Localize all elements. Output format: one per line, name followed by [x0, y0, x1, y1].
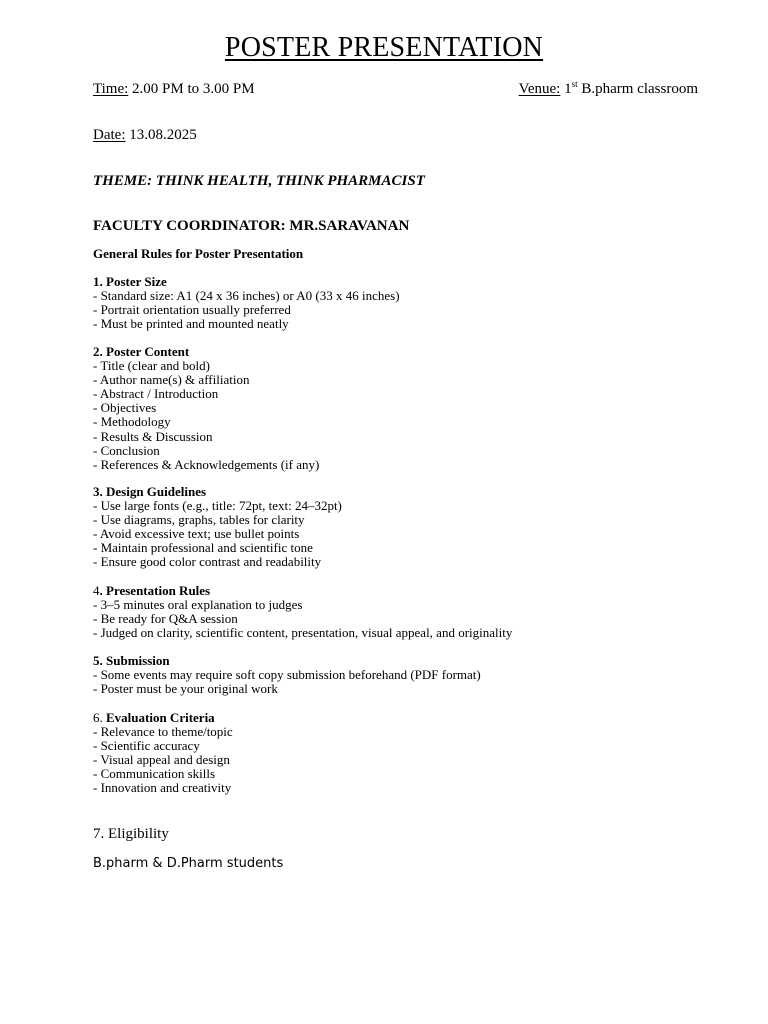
page-title — [0, 31, 768, 65]
list-item: - Objectives — [93, 400, 157, 416]
list-item: - Conclusion — [93, 442, 160, 458]
list-item: - Portrait orientation usually preferred — [93, 302, 291, 318]
list-item: - Standard size: A1 (24 x 36 inches) or A0 (33 x 46 inches) — [93, 288, 400, 304]
section-heading: Evaluation Criteria — [106, 710, 215, 725]
section-heading: 3. Design Guidelines — [93, 484, 207, 499]
date-line — [93, 125, 197, 145]
venue-superscript: st — [571, 79, 578, 89]
list-item: - Poster must be your original work — [93, 681, 278, 697]
list-item: - Use large fonts (e.g., title: 72pt, text: 24–32pt) — [93, 498, 342, 514]
section-poster-content — [93, 345, 319, 472]
general-rules-heading: General Rules for Poster Presentation — [93, 246, 304, 261]
section-heading: . Presentation Rules — [99, 583, 211, 598]
list-item: - Title (clear and bold) — [93, 358, 210, 374]
section-poster-size — [93, 275, 400, 331]
list-item: - 3–5 minutes oral explanation to judges — [93, 597, 303, 613]
list-item: - Results & Discussion — [93, 428, 213, 444]
list-item: - Relevance to theme/topic — [93, 724, 233, 740]
list-item: - Abstract / Introduction — [93, 386, 219, 402]
list-item: - Avoid excessive text; use bullet points — [93, 526, 300, 542]
list-item: - References & Acknowledgements (if any) — [93, 456, 320, 472]
list-item: - Some events may require soft copy submission beforehand (PDF format) — [93, 667, 481, 683]
list-item: - Must be printed and mounted neatly — [93, 316, 289, 332]
list-item: - Innovation and creativity — [93, 780, 232, 796]
list-item: - Visual appeal and design — [93, 752, 230, 768]
section-presentation-rules — [93, 584, 512, 640]
section-heading: 1. Poster Size — [93, 274, 167, 289]
list-item: - Be ready for Q&A session — [93, 611, 238, 627]
venue-label: Venue: — [518, 81, 561, 97]
venue-place: B.pharm classroom — [577, 81, 698, 97]
date-value: 13.08.2025 — [125, 127, 197, 143]
section-design-guidelines — [93, 485, 342, 570]
venue-value: 1 — [560, 81, 572, 97]
list-item: - Judged on clarity, scientific content, presentation, visual appeal, and originality — [93, 625, 513, 641]
eligibility-text: B.pharm & D.Pharm students — [93, 856, 284, 871]
faculty-coordinator: FACULTY COORDINATOR: MR.SARAVANAN — [93, 218, 410, 234]
section-number: 4 — [93, 583, 100, 598]
venue-line — [519, 79, 698, 99]
page-title-text: POSTER PRESENTATION — [224, 32, 544, 63]
list-item: - Maintain professional and scientific tone — [93, 540, 313, 556]
list-item: - Use diagrams, graphs, tables for clarity — [93, 512, 305, 528]
section-heading: 5. Submission — [93, 653, 170, 668]
section-number: 6. — [93, 710, 106, 725]
section-evaluation-criteria — [93, 711, 233, 796]
eligibility-heading: 7. Eligibility — [93, 826, 169, 842]
theme-heading: THEME: THINK HEALTH, THINK PHARMACIST — [93, 173, 425, 189]
list-item: - Methodology — [93, 414, 171, 430]
time-line — [93, 79, 255, 99]
section-heading: 2. Poster Content — [93, 344, 190, 359]
list-item: - Ensure good color contrast and readability — [93, 554, 322, 570]
list-item: - Author name(s) & affiliation — [93, 372, 250, 388]
time-label: Time: — [93, 81, 129, 97]
date-label: Date: — [93, 127, 126, 143]
section-submission — [93, 654, 481, 696]
time-value: 2.00 PM to 3.00 PM — [128, 81, 255, 97]
list-item: - Scientific accuracy — [93, 738, 200, 754]
list-item: - Communication skills — [93, 766, 216, 782]
